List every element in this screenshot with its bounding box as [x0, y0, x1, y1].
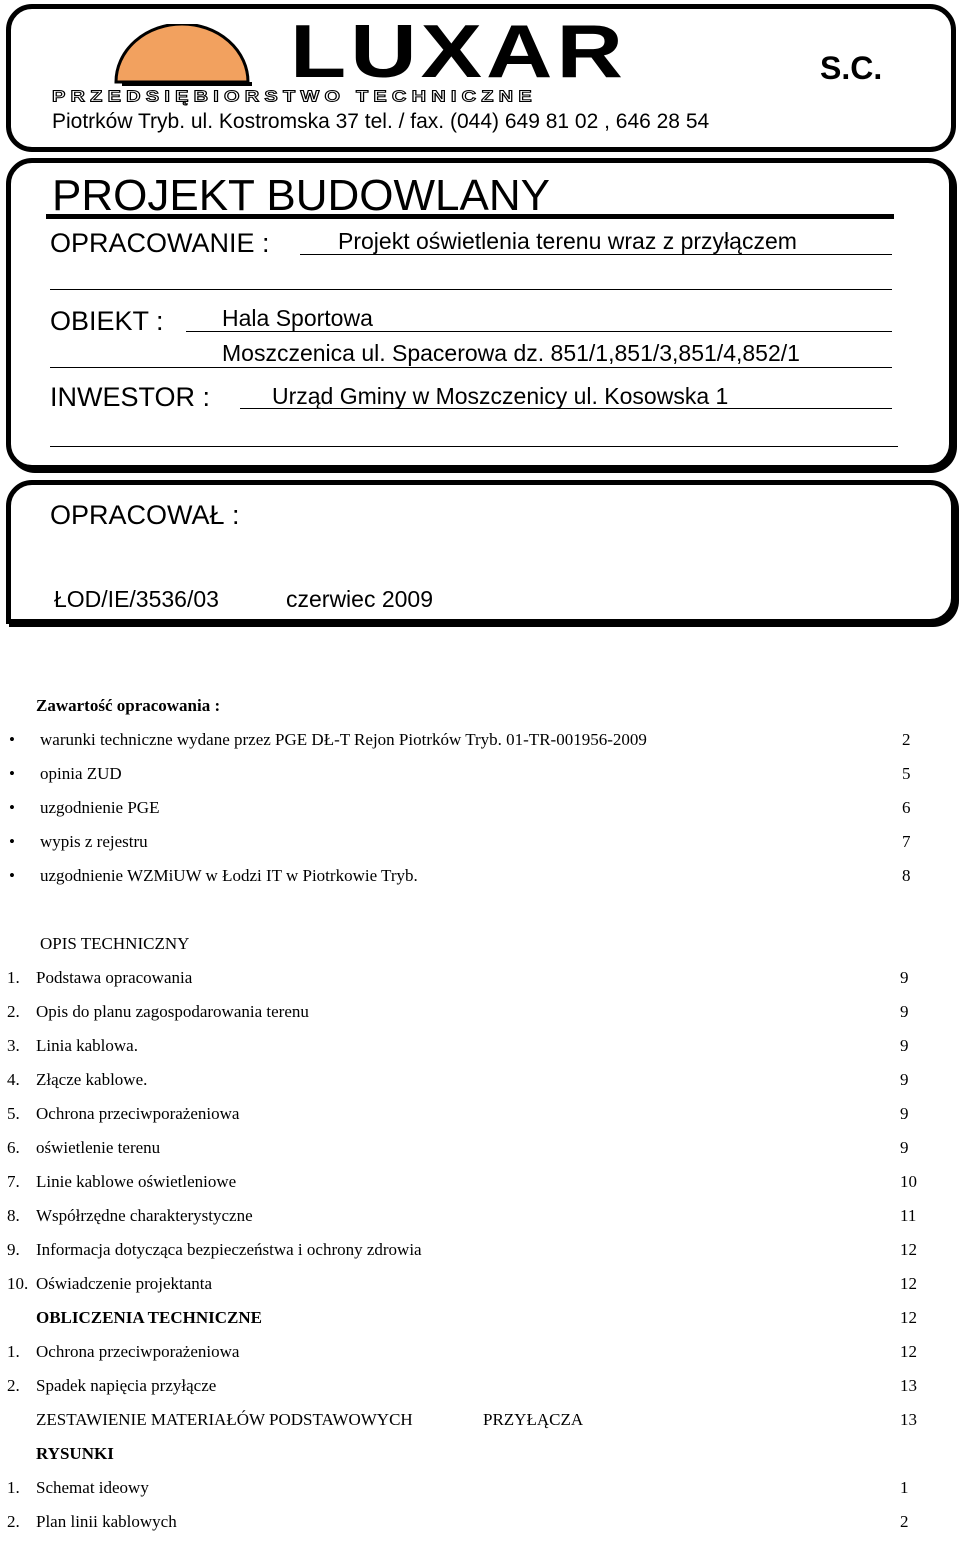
list-item-page: 6: [902, 798, 911, 817]
item-number: 1.: [7, 968, 20, 987]
list-item-text: Informacja dotycząca bezpieczeństwa i ochrony zdrowia: [36, 1240, 422, 1259]
item-number: 2.: [7, 1002, 20, 1021]
item-number: 2.: [7, 1376, 20, 1395]
bullet-icon: •: [9, 832, 15, 851]
obiekt-label: OBIEKT :: [50, 306, 164, 336]
list-item-page: 12: [900, 1308, 917, 1327]
bullet-icon: •: [9, 730, 15, 749]
contents-heading: Zawartość opracowania :: [36, 696, 221, 715]
obliczenia-heading-row: [0, 1308, 960, 1338]
list-item-page: 12: [900, 1342, 917, 1361]
list-item-text: uzgodnienie PGE: [40, 798, 160, 817]
list-item-text: Linie kablowe oświetleniowe: [36, 1172, 237, 1191]
zestawienie-row: [0, 1410, 960, 1440]
list-item-text: Współrzędne charakterystyczne: [36, 1206, 253, 1225]
opracowanie-line: [300, 254, 892, 255]
list-item-text: opinia ZUD: [40, 764, 122, 783]
item-number: 6.: [7, 1138, 20, 1157]
item-number: 10.: [7, 1274, 29, 1293]
bullet-icon: •: [9, 798, 15, 817]
obiekt-value-2: Moszczenica ul. Spacerowa dz. 851/1,851/3,851/4,852/1: [222, 340, 800, 366]
item-number: 3.: [7, 1036, 20, 1055]
inwestor-value: Urząd Gminy w Moszczenicy ul. Kosowska 1: [272, 383, 729, 409]
zestawienie-subheading: PRZYŁĄCZA: [483, 1410, 584, 1429]
list-item: [0, 1376, 960, 1406]
list-item-page: 9: [900, 968, 909, 987]
project-title: PROJEKT BUDOWLANY: [52, 171, 550, 220]
list-item-text: Spadek napięcia przyłącze: [36, 1376, 217, 1395]
list-item-page: 2: [902, 730, 911, 749]
opis-heading: OPIS TECHNICZNY: [40, 934, 190, 953]
item-number: 7.: [7, 1172, 20, 1191]
list-item-text: wypis z rejestru: [40, 832, 148, 851]
list-item: [0, 730, 960, 760]
list-item: [0, 1070, 960, 1100]
document-date: czerwiec 2009: [286, 586, 434, 612]
list-item-text: Ochrona przeciwporażeniowa: [36, 1104, 240, 1123]
inwestor-label: INWESTOR :: [50, 382, 211, 412]
list-item: [0, 1274, 960, 1304]
list-item-text: Ochrona przeciwporażeniowa: [36, 1342, 240, 1361]
logo-suffix: S.C.: [820, 50, 883, 86]
list-item: [0, 1104, 960, 1134]
list-item-page: 13: [900, 1410, 917, 1429]
list-item-page: 12: [900, 1274, 917, 1293]
company-address: Piotrków Tryb. ul. Kostromska 37 tel. / fax. (044) 649 81 02 , 646 28 54: [52, 110, 710, 133]
list-item: [0, 1172, 960, 1202]
list-item-text: Opis do planu zagospodarowania terenu: [36, 1002, 309, 1021]
item-number: 4.: [7, 1070, 20, 1089]
rysunki-heading: RYSUNKI: [36, 1444, 114, 1463]
list-item: [0, 1036, 960, 1066]
opracowanie-value: Projekt oświetlenia terenu wraz z przyłączem: [338, 228, 797, 254]
list-item-page: 10: [900, 1172, 917, 1191]
logo-subtitle: PRZEDSIĘBIORSTWO TECHNICZNE: [52, 88, 537, 106]
list-item: [0, 832, 960, 862]
bullet-icon: •: [9, 866, 15, 885]
inwestor-line-2: [50, 446, 898, 447]
item-number: 9.: [7, 1240, 20, 1259]
obiekt-line-2: [50, 367, 892, 368]
list-item-page: 13: [900, 1376, 917, 1395]
opracowanie-label: OPRACOWANIE :: [50, 228, 270, 258]
item-number: 1.: [7, 1478, 20, 1497]
list-item: [0, 1240, 960, 1270]
title-underline: [46, 214, 894, 219]
list-item-text: Oświadczenie projektanta: [36, 1274, 213, 1293]
item-number: 8.: [7, 1206, 20, 1225]
list-item-text: Złącze kablowe.: [36, 1070, 148, 1089]
list-item-page: 11: [900, 1206, 917, 1225]
item-number: 5.: [7, 1104, 20, 1123]
opracowanie-line-2: [50, 289, 892, 290]
list-item-page: 12: [900, 1240, 917, 1259]
list-item: [0, 1478, 960, 1508]
list-item-page: 9: [900, 1070, 909, 1089]
list-item: [0, 798, 960, 828]
list-item-page: 9: [900, 1104, 909, 1123]
item-number: 1.: [7, 1342, 20, 1361]
inwestor-line: [240, 408, 892, 409]
list-item-page: 8: [902, 866, 911, 885]
document-code: ŁOD/IE/3536/03: [54, 586, 219, 612]
list-item-text: Schemat ideowy: [36, 1478, 149, 1497]
list-item-page: 1: [900, 1478, 909, 1497]
list-item: [0, 968, 960, 998]
list-item: [0, 1206, 960, 1236]
list-item-page: 9: [900, 1036, 909, 1055]
author-label: OPRACOWAŁ :: [50, 500, 240, 530]
list-item-text: warunki techniczne wydane przez PGE DŁ-T Rejon Piotrków Tryb. 01-TR-001956-2009: [40, 730, 647, 749]
bullet-icon: •: [9, 764, 15, 783]
list-item: [0, 1342, 960, 1372]
list-item: [0, 764, 960, 794]
list-item-text: Linia kablowa.: [36, 1036, 138, 1055]
item-number: 2.: [7, 1512, 20, 1531]
obliczenia-heading: OBLICZENIA TECHNICZNE: [36, 1308, 262, 1327]
sun-logo-icon: [112, 24, 252, 86]
list-item-text: oświetlenie terenu: [36, 1138, 161, 1157]
list-item-text: Podstawa opracowania: [36, 968, 193, 987]
zestawienie-heading: ZESTAWIENIE MATERIAŁÓW PODSTAWOWYCH: [36, 1410, 413, 1429]
list-item: [0, 1512, 960, 1542]
list-item-page: 2: [900, 1512, 909, 1531]
list-item-text: Plan linii kablowych: [36, 1512, 177, 1531]
list-item-page: 5: [902, 764, 911, 783]
list-item: [0, 1002, 960, 1032]
list-item: [0, 1138, 960, 1168]
list-item-page: 9: [900, 1138, 909, 1157]
obiekt-value-1: Hala Sportowa: [222, 305, 373, 331]
list-item-page: 9: [900, 1002, 909, 1021]
logo-wordmark: LUXAR: [290, 9, 627, 94]
list-item: [0, 866, 960, 896]
list-item-text: uzgodnienie WZMiUW w Łodzi IT w Piotrkowie Tryb.: [40, 866, 418, 885]
obiekt-line-1: [186, 331, 892, 332]
list-item-page: 7: [902, 832, 911, 851]
